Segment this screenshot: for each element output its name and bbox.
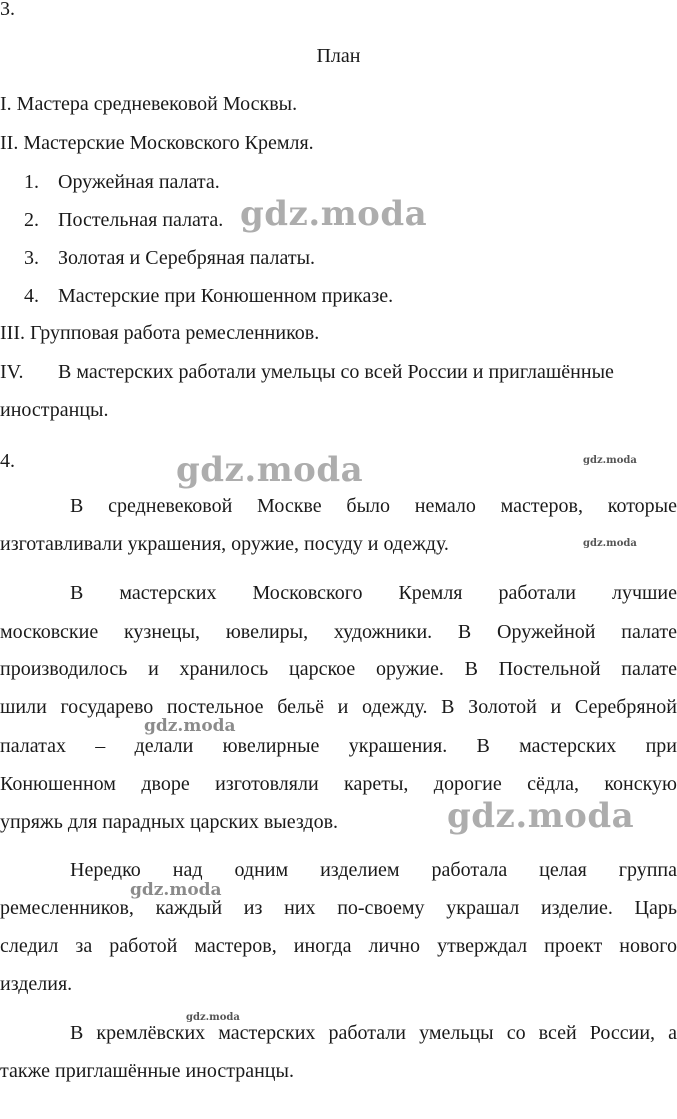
watermark-large: gdz.moda <box>447 796 635 836</box>
plan-subitem-text: Мастерские при Конюшенном приказе. <box>58 285 394 307</box>
paragraph-4-line-1: В кремлёвских мастерских работали умельцы со всей России, а <box>70 1022 677 1044</box>
watermark-small: gdz.moda <box>186 1012 240 1023</box>
plan-item-4 <box>0 360 614 384</box>
plan-subitem-1 <box>24 170 220 194</box>
plan-item-text: Мастера средневековой Москвы. <box>16 93 298 115</box>
plan-subitem-marker: 4. <box>24 285 39 307</box>
watermark-small: gdz.moda <box>583 455 637 466</box>
plan-item-1 <box>0 92 297 116</box>
plan-subitem-4 <box>24 284 393 308</box>
plan-item-3: III. Групповая работа ремесленников. <box>0 322 320 344</box>
paragraph-3-line-3: следил за работой мастеров, иногда лично утверждал проект нового <box>0 935 677 957</box>
watermark-medium: gdz.moda <box>130 880 222 900</box>
paragraph-2-line-6: Конюшенном дворе изготовляли кареты, дорогие сёдла, конскую <box>0 773 677 795</box>
plan-subitem-3 <box>24 246 315 270</box>
plan-subitem-text: Золотая и Серебряная палаты. <box>58 247 316 269</box>
paragraph-2-line-1: В мастерских Московского Кремля работали лучшие <box>70 582 677 604</box>
plan-item-marker: I. <box>0 93 12 115</box>
plan-item-text: Мастерские Московского Кремля. <box>23 132 314 154</box>
plan-item-text: В мастерских работали умельцы со всей России и приглашённые <box>58 361 614 383</box>
paragraph-2-line-7: упряжь для парадных царских выездов. <box>0 811 339 833</box>
watermark-large: gdz.moda <box>240 194 428 234</box>
paragraph-3-line-1: Нередко над одним изделием работала целая группа <box>70 859 677 881</box>
plan-item-4-continued: иностранцы. <box>0 399 109 421</box>
plan-subitem-text: Оружейная палата. <box>58 171 220 193</box>
plan-item-2 <box>0 131 314 155</box>
watermark-large: gdz.moda <box>176 450 364 490</box>
paragraph-2-line-5: палатах – делали ювелирные украшения. В мастерских при <box>0 735 677 757</box>
paragraph-1-line-1: В средневековой Москве было немало мастеров, которые <box>70 495 677 517</box>
section-number-3: 3. <box>0 0 15 20</box>
plan-item-marker: II. <box>0 132 19 154</box>
plan-subitem-text: Постельная палата. <box>58 209 224 231</box>
plan-subitem-marker: 3. <box>24 247 39 269</box>
plan-subitem-marker: 1. <box>24 171 39 193</box>
paragraph-3-line-2: ремесленников, каждый из них по-своему украшал изделие. Царь <box>0 897 677 919</box>
plan-title: План <box>316 45 361 67</box>
paragraph-4-line-2: также приглашённые иностранцы. <box>0 1060 294 1082</box>
section-number-4: 4. <box>0 450 15 472</box>
paragraph-2-line-4: шили государево постельное бельё и одежду. В Золотой и Серебряной <box>0 696 677 718</box>
plan-item-marker: IV. <box>0 361 24 383</box>
watermark-small: gdz.moda <box>583 538 637 549</box>
paragraph-1-line-2: изготавливали украшения, оружие, посуду и одежду. <box>0 533 449 555</box>
paragraph-2-line-2: московские кузнецы, ювелиры, художники. В Оружейной палате <box>0 621 677 643</box>
plan-subitem-2 <box>24 208 223 232</box>
paragraph-2-line-3: производилось и хранилось царское оружие. В Постельной палате <box>0 658 677 680</box>
watermark-medium: gdz.moda <box>144 716 236 736</box>
plan-subitem-marker: 2. <box>24 209 39 231</box>
paragraph-3-line-4: изделия. <box>0 973 73 995</box>
